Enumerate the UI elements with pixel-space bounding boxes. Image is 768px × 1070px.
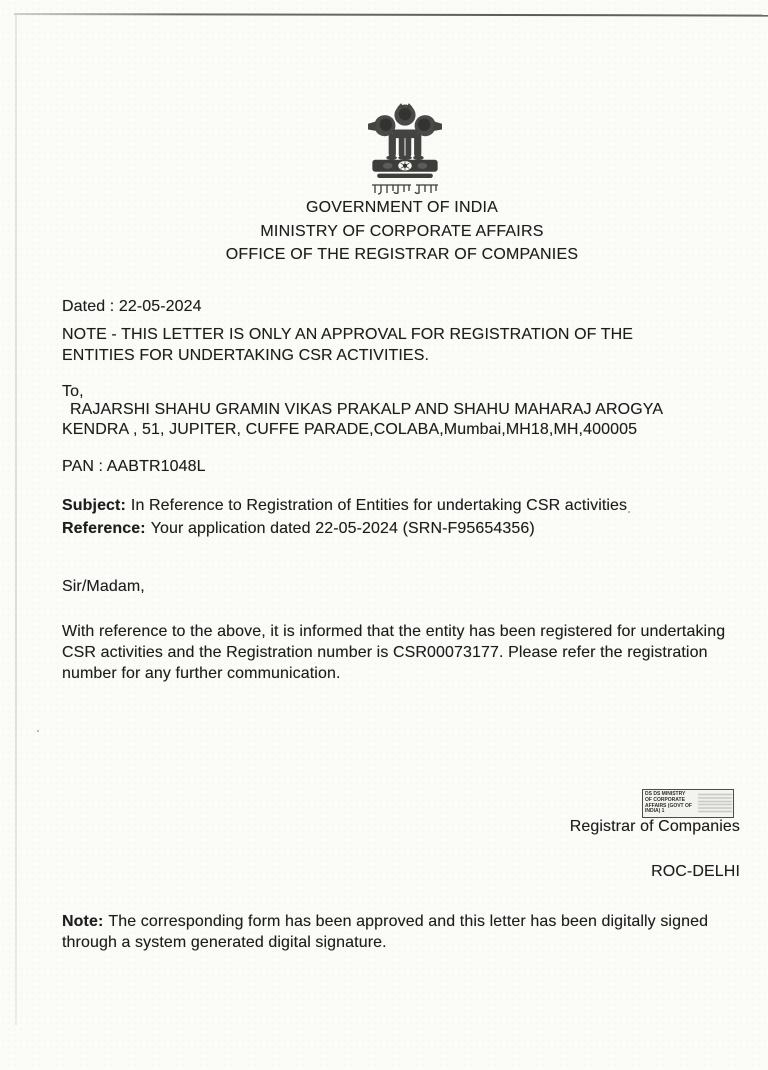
scan-edge-top xyxy=(14,13,768,17)
scan-speck xyxy=(37,730,39,732)
approval-note-line2: ENTITIES FOR UNDERTAKING CSR ACTIVITIES. xyxy=(62,346,430,364)
subject-label: Subject: xyxy=(62,497,126,514)
scan-speck xyxy=(628,511,630,513)
subject-text: In Reference to Registration of Entities for undertaking CSR activities xyxy=(130,497,628,514)
dated-line: Dated : 22-05-2024 xyxy=(62,298,202,315)
letterhead-office: OFFICE OF THE REGISTRAR OF COMPANIES xyxy=(225,246,579,263)
subject-line xyxy=(62,497,627,515)
approval-note xyxy=(62,325,633,366)
reference-line xyxy=(62,520,535,538)
reference-label: Reference: xyxy=(62,520,146,537)
footer-note-line2: through a system generated digital signature. xyxy=(62,933,387,951)
letterhead xyxy=(36,196,768,267)
footer-note xyxy=(62,912,762,954)
body-line3: number for any further communication. xyxy=(62,664,341,682)
scan-edge-left xyxy=(15,15,17,1025)
body-paragraph xyxy=(62,622,725,684)
digital-signature-stamp xyxy=(642,789,734,818)
footer-note-line1: The corresponding form has been approved and this letter has been digitally signed xyxy=(108,913,709,930)
motto-satyameva-jayate xyxy=(371,183,439,196)
footer-note-label: Note: xyxy=(62,913,104,930)
addressee-line1: RAJARSHI SHAHU GRAMIN VIKAS PRAKALP AND SHAHU MAHARAJ AROGYA xyxy=(70,401,664,418)
stamp-line3: AFFAIRS (GOVT OF xyxy=(645,802,692,809)
signatory-title: Registrar of Companies xyxy=(569,818,740,835)
emblem-block xyxy=(353,101,457,196)
letterhead-ministry: MINISTRY OF CORPORATE AFFAIRS xyxy=(260,222,544,240)
to-label: To, xyxy=(62,383,84,400)
addressee xyxy=(62,400,663,440)
salutation: Sir/Madam, xyxy=(62,578,145,595)
signatory-office: ROC-DELHI xyxy=(651,863,740,880)
reference-text: Your application dated 22-05-2024 (SRN-F95654356) xyxy=(150,520,535,537)
stamp-line4: INDIA) 1 xyxy=(645,808,665,815)
body-line2: CSR activities and the Registration number is CSR00073177. Please refer the registration xyxy=(62,643,708,661)
state-emblem-of-india-icon xyxy=(357,101,453,181)
addressee-line2: KENDRA , 51, JUPITER, CUFFE PARADE,COLABA,Mumbai,MH18,MH,400005 xyxy=(62,421,638,438)
body-line1: With reference to the above, it is informed that the entity has been registered for undertaking xyxy=(62,623,726,640)
digital-signature-stamp-text xyxy=(643,792,697,814)
letterhead-government: GOVERNMENT OF INDIA xyxy=(306,199,498,216)
approval-note-line1: NOTE - THIS LETTER IS ONLY AN APPROVAL FOR REGISTRATION OF THE xyxy=(62,326,634,343)
stamp-line1: DS DS MINISTRY xyxy=(645,791,686,798)
stamp-line2: OF CORPORATE xyxy=(645,796,685,803)
pan-line: PAN : AABTR1048L xyxy=(62,458,206,475)
stamp-signature-details-blur xyxy=(698,794,732,814)
